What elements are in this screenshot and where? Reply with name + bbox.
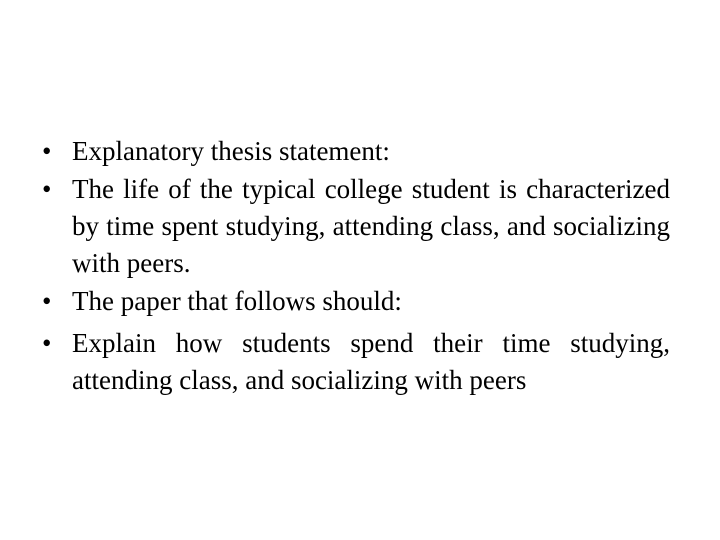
bullet-item xyxy=(42,171,670,282)
bullet-list xyxy=(42,133,670,399)
bullet-item xyxy=(42,325,670,399)
bullet-text: Explanatory thesis statement: xyxy=(72,136,390,166)
bullet-icon: • xyxy=(42,174,52,204)
bullet-icon: • xyxy=(42,286,52,316)
bullet-text: The life of the typical college student is characterized by time spent studying, attending class, and socializing with peers. xyxy=(72,174,670,278)
bullet-icon: • xyxy=(42,136,52,166)
bullet-text: Explain how students spend their time studying, attending class, and socializing with peers xyxy=(72,328,670,395)
bullet-item xyxy=(42,283,670,320)
bullet-text: The paper that follows should: xyxy=(72,286,402,316)
bullet-icon: • xyxy=(42,328,52,358)
bullet-item xyxy=(42,133,670,170)
